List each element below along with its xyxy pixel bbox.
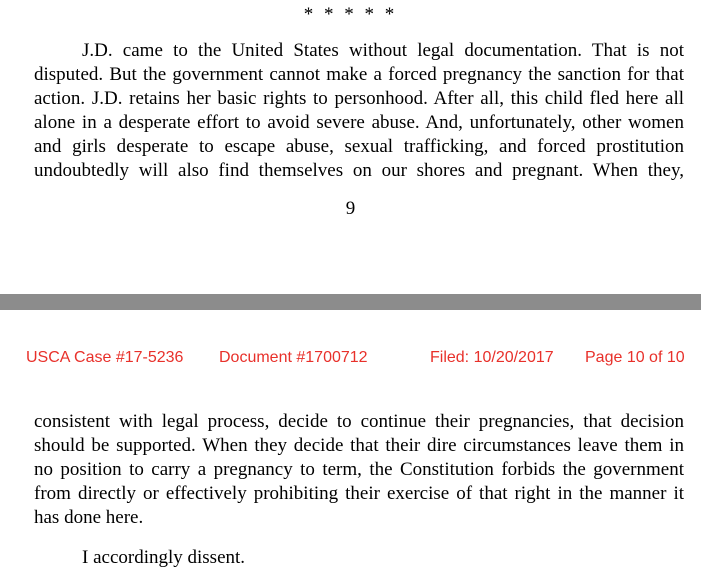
paragraph-line: no position to carry a pregnancy to term, the Constitution forbids the government	[34, 459, 684, 480]
page-count: Page 10 of 10	[585, 349, 685, 366]
page-number: 9	[345, 198, 356, 219]
case-number: USCA Case #17-5236	[26, 349, 184, 366]
paragraph-line: alone in a desperate effort to avoid severe abuse. And, unfortunately, other women	[34, 112, 684, 133]
section-separator: * * * * *	[303, 4, 398, 25]
paragraph-line: has done here.	[34, 507, 144, 528]
page-10-paragraph	[34, 410, 684, 530]
page-divider	[0, 294, 701, 310]
paragraph-line: from directly or effectively prohibiting their exercise of that right in the manner it	[34, 483, 684, 504]
paragraph-line: action. J.D. retains her basic rights to personhood. After all, this child fled here all	[34, 88, 684, 109]
document-number: Document #1700712	[219, 349, 368, 366]
paragraph-line: should be supported. When they decide that their dire circumstances leave them in	[34, 435, 684, 456]
closing-statement: I accordingly dissent.	[82, 547, 246, 568]
paragraph-line: undoubtedly will also find themselves on our shores and pregnant. When they,	[34, 160, 684, 181]
paragraph-line: J.D. came to the United States without legal documentation. That is not	[82, 40, 684, 61]
paragraph-line: disputed. But the government cannot make a forced pregnancy the sanction for that	[34, 64, 684, 85]
filed-date: Filed: 10/20/2017	[430, 349, 554, 366]
paragraph-line: and girls desperate to escape abuse, sexual trafficking, and forced prostitution	[34, 136, 684, 157]
case-header	[0, 346, 701, 370]
page-9-paragraph	[34, 39, 684, 183]
paragraph-line: consistent with legal process, decide to continue their pregnancies, that decision	[34, 411, 684, 432]
